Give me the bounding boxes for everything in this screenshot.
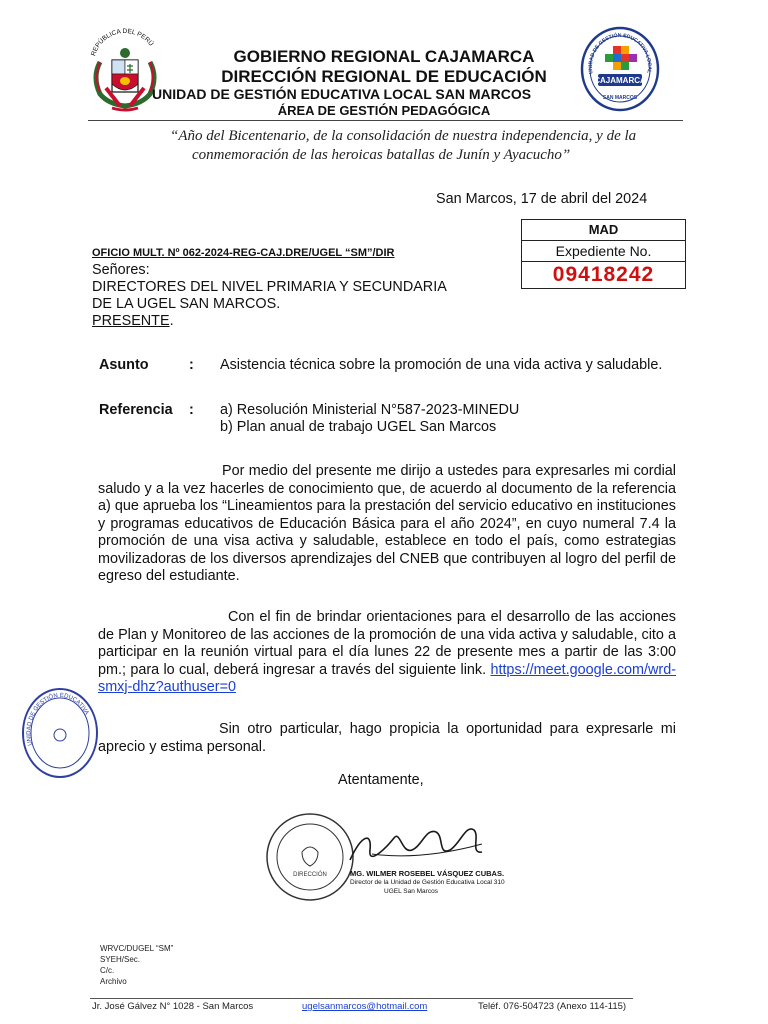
initials-2: SYEH/Sec.: [100, 955, 141, 964]
body-paragraph-1: Por medio del presente me dirijo a ustedes para expresarles mi cordial saludo y a la vez hacerles de conocimiento que, de acuerdo al documento de la referencia a) que aprueba los “Lineamientos para la prestación del servicio educativo en instituciones y programas educativos de Educación Básica para el año 2024”, en cuyo numeral 7.4 la promoción de una visa activa y saludable, establece en todo el país, como estrategias movilizadoras de los diversos aprendizajes del CNEB que contribuyen al logro del perfil de egreso del estudiante.: [98, 463, 676, 584]
logo-sub: SAN MARCOS: [602, 95, 638, 101]
header-ugel: UNIDAD DE GESTIÓN EDUCATIVA LOCAL SAN MARCOS: [152, 86, 532, 102]
footer-email[interactable]: ugelsanmarcos@hotmail.com: [302, 1001, 428, 1012]
initials-4: Archivo: [100, 977, 127, 986]
logo-brand: CAJAMARCA: [594, 76, 646, 85]
initials-1: WRVC/DUGEL “SM”: [100, 944, 174, 953]
header-area: ÁREA DE GESTIÓN PEDAGÓGICA: [277, 103, 491, 118]
letter-date: San Marcos, 17 de abril del 2024: [436, 191, 648, 207]
logo-ring-text: UNIDAD DE GESTIÓN EDUCATIVA LOCAL: [587, 32, 653, 75]
coat-of-arms-text: REPÚBLICA DEL PERÚ: [90, 27, 155, 57]
body-paragraph-2-text: Con el fin de brindar orientaciones para el desarrollo de las acciones de Plan y Monitoreo de las acciones de la promoción de una vida activa y saludable, cito a participar en la reunión virtual para el día lunes 22 de presente mes a partir de las 3:00 pm.; para lo cual, deberá ingresar a través del siguiente link.: [98, 609, 676, 678]
referencia-label: Referencia: [99, 402, 173, 418]
expediente-code: MAD: [522, 220, 685, 241]
closing: Atentamente,: [338, 772, 424, 788]
ugel-logo: [580, 26, 660, 112]
initials-3: C/c.: [100, 966, 115, 975]
footer-address: Jr. José Gálvez N° 1028 - San Marcos: [92, 1001, 254, 1012]
handwritten-signature: [342, 814, 492, 876]
referencia-a: a) Resolución Ministerial N°587-2023-MINEDU: [220, 402, 520, 418]
stamp-label: DIRECCIÓN: [293, 872, 327, 878]
meeting-link[interactable]: https://meet.google.com/wrd-smxj-dhz?authuser=0: [98, 661, 676, 695]
header-divider: [88, 120, 683, 121]
motto-line-1: “Año del Bicentenario, de la consolidación de nuestra independencia, y de la: [170, 128, 637, 144]
recipient-line-2: DE LA UGEL SAN MARCOS.: [92, 296, 281, 312]
motto-line-2: conmemoración de las heroicas batallas de Junín y Ayacucho”: [192, 147, 571, 163]
signer-title-2: UGEL San Marcos: [384, 888, 438, 895]
presente-text: PRESENTE: [92, 313, 170, 329]
expediente-label: Expediente No.: [522, 241, 685, 262]
expediente-number: 09418242: [552, 263, 655, 286]
side-stamp: [20, 685, 100, 781]
oficio-reference: OFICIO MULT. Nº 062-2024-REG-CAJ.DRE/UGEL “SM”/DIR: [92, 247, 395, 259]
footer-divider: [90, 998, 633, 999]
referencia-b: b) Plan anual de trabajo UGEL San Marcos: [220, 419, 497, 435]
signer-name: MG. WILMER ROSEBEL VÁSQUEZ CUBAS.: [350, 869, 505, 878]
asunto-label: Asunto: [99, 357, 149, 373]
asunto-colon: :: [189, 357, 194, 373]
expediente-box: [521, 219, 686, 289]
salutation: Señores:: [92, 262, 150, 278]
referencia-colon: :: [189, 402, 194, 418]
recipient-line-1: DIRECTORES DEL NIVEL PRIMARIA Y SECUNDARIA: [92, 279, 447, 295]
body-paragraph-2: [98, 609, 676, 697]
signer-title-1: Director de la Unidad de Gestión Educativa Local 310: [350, 879, 505, 886]
side-stamp-text: UNIDAD DE GESTIÓN EDUCATIVA: [26, 692, 90, 747]
footer-phone: Teléf. 076-504723 (Anexo 114-115): [478, 1001, 627, 1012]
body-paragraph-3: Sin otro particular, hago propicia la oportunidad para expresarle mi aprecio y estima personal.: [98, 721, 676, 755]
presente-dot: .: [169, 313, 174, 329]
header-direction: DIRECCIÓN REGIONAL DE EDUCACIÓN: [221, 67, 547, 86]
presente-line: [92, 313, 174, 329]
asunto-text: Asistencia técnica sobre la promoción de una vida activa y saludable.: [220, 357, 663, 373]
header-government: GOBIERNO REGIONAL CAJAMARCA: [233, 47, 535, 66]
